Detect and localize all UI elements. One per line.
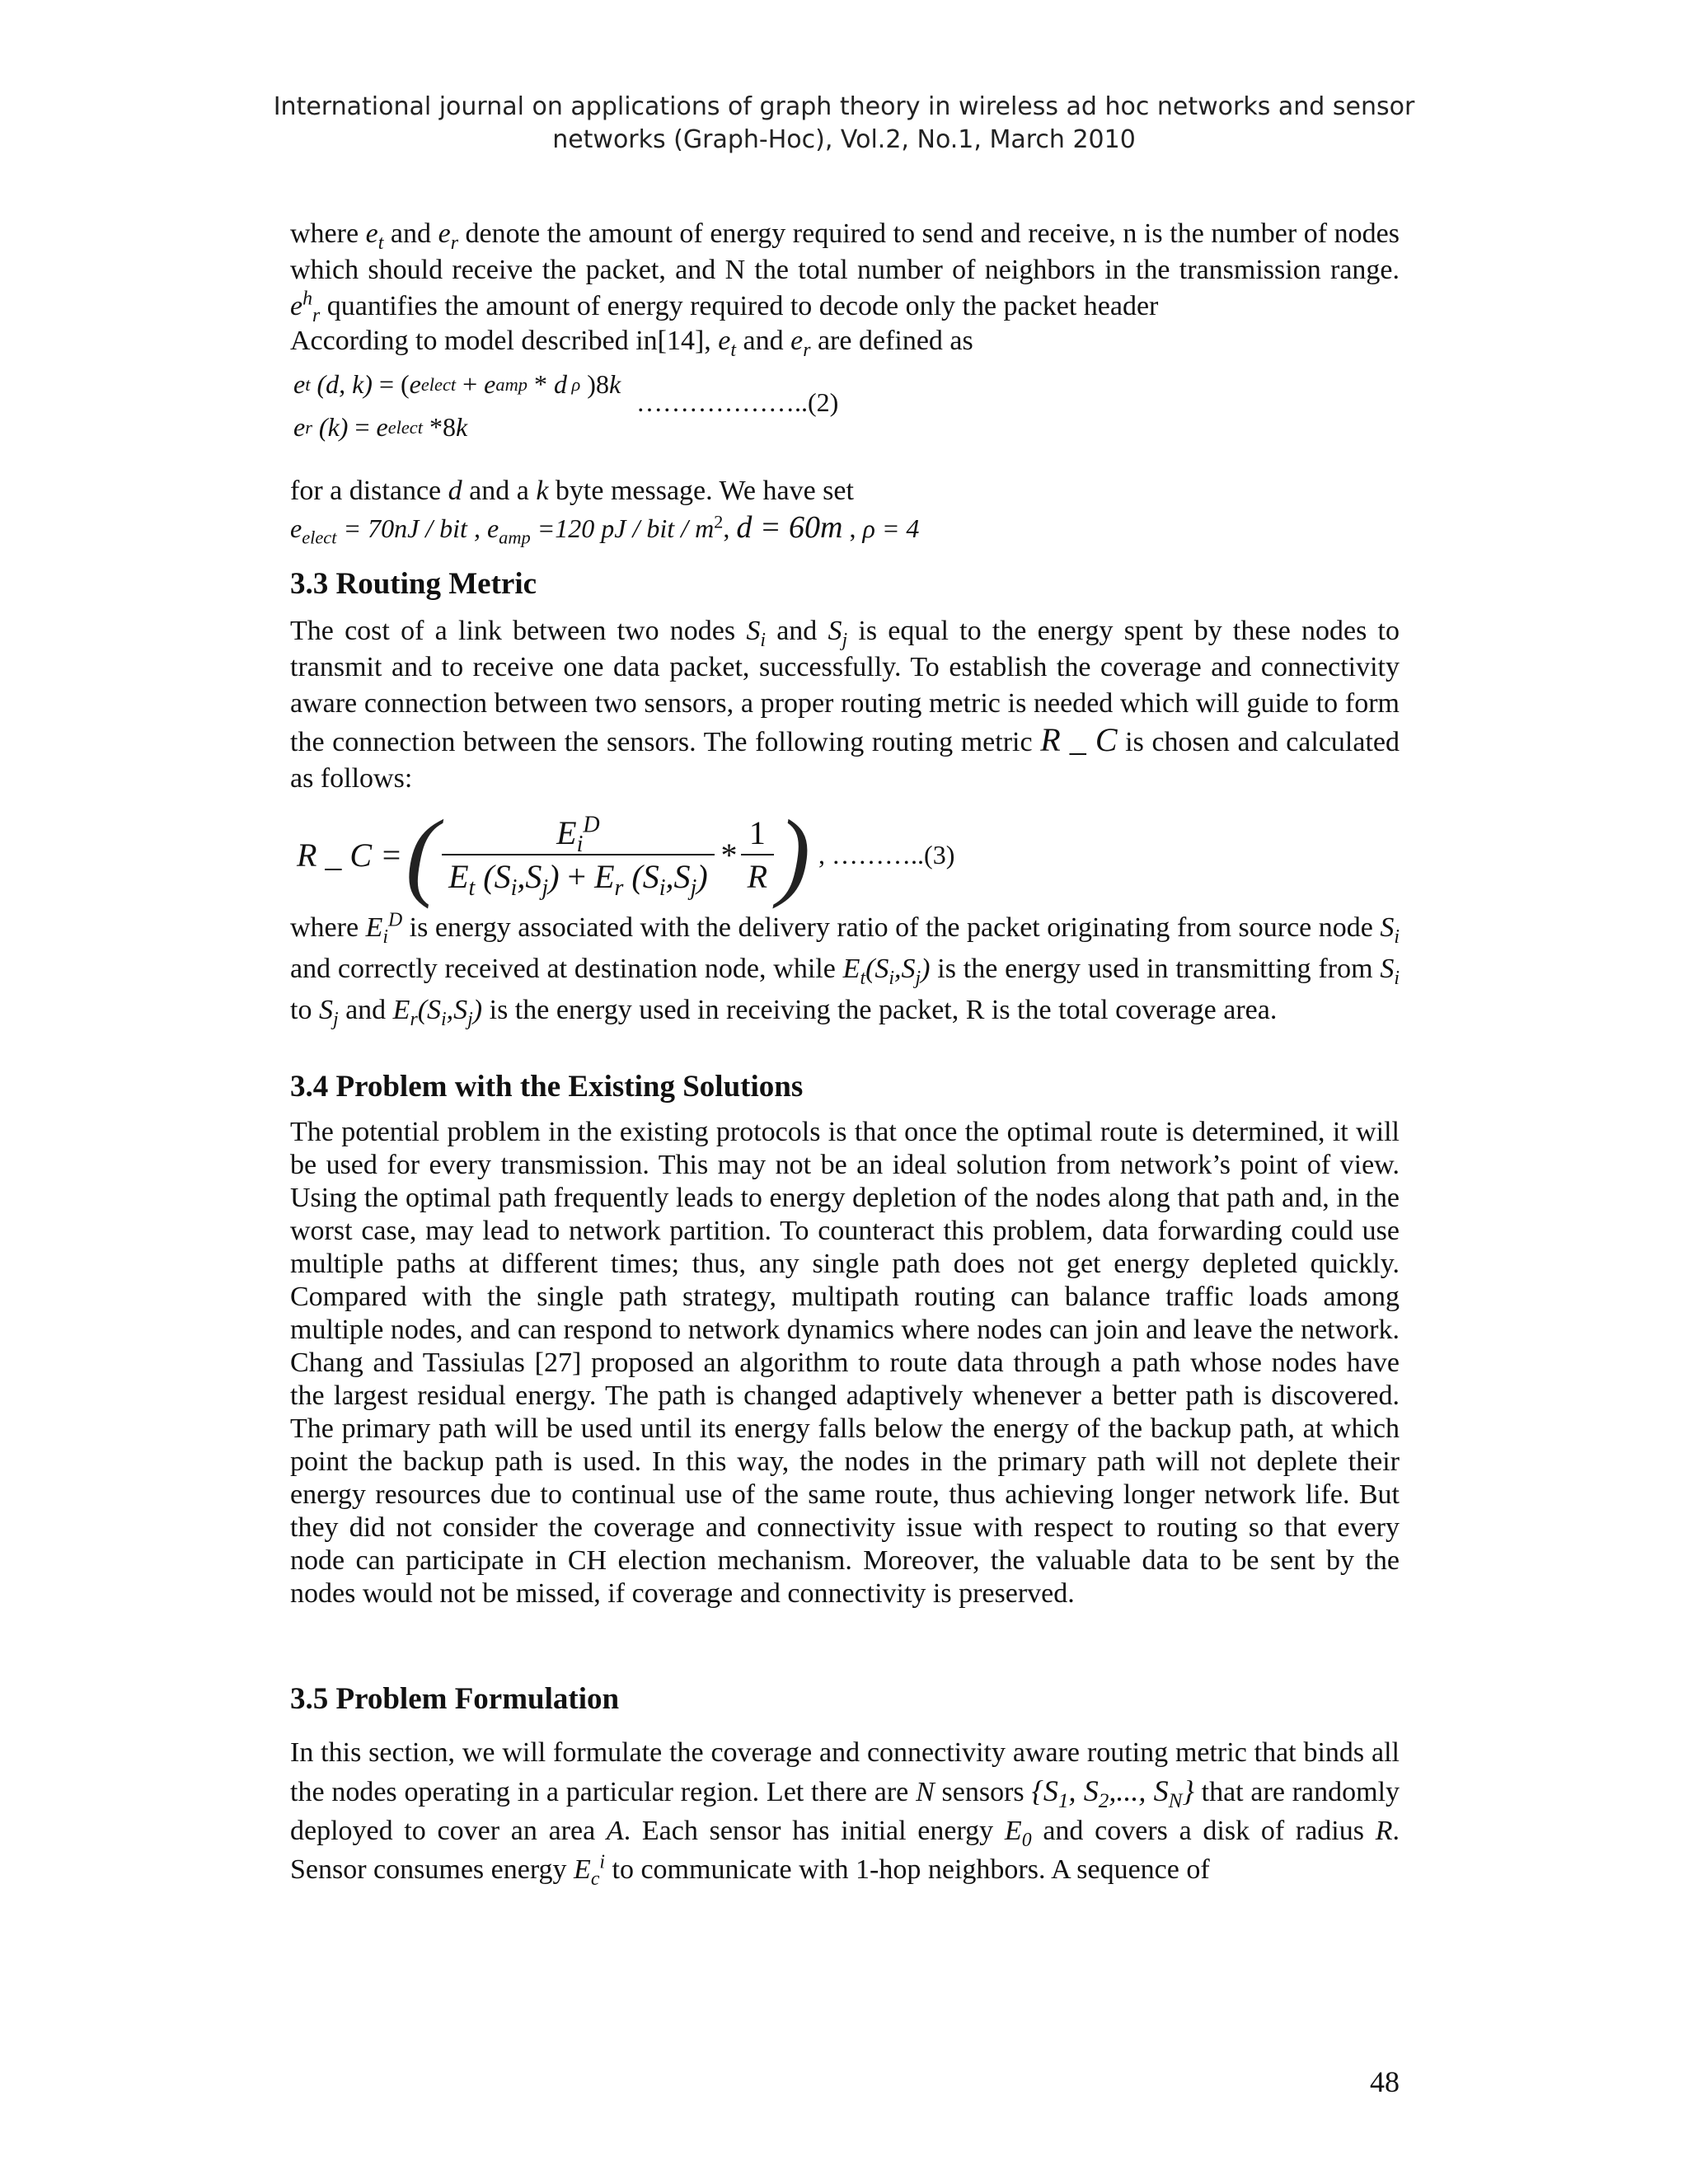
math-et: $e_t$ [365, 218, 384, 254]
equation-2-line-2: e r (k) = e elect *8 k [293, 412, 468, 442]
left-paren: ( [406, 799, 439, 909]
paragraph-metric-explanation: where $E_i^D$ is energy associated with the delivery ratio of the packet originating from source node $S_i$ and correctly received at destination node, while $E_t(S_i,S_j)$ is the energy used in transmitting from $S_i$ to $S_j$ and $E_r(S_i,S_j)$ is the energy used in receiving the packet, R is the total coverage area. [290, 909, 1400, 1030]
section-3-5-title: 3.5 Problem Formulation [290, 1682, 620, 1716]
equation-2-line-1: e t (d, k) = ( e elect + e amp * d ρ )8 k [293, 369, 621, 399]
paragraph-energy-definitions: where $e_t$ and $e_r$ denote the amount of energy required to send and receive, n is the number of nodes which should receive the packet, and N the total number of neighbors in the transmission range. $e^h_r$ quantifies the amount of energy required to decode only the packet header [290, 218, 1400, 326]
math-er: $e_r$ [438, 218, 458, 254]
equation-3-fraction-1: $\frac{E_i^D}{E_t (S_i,S_j) + E_r (S_i,S_j)}$ [442, 813, 715, 896]
journal-header-line-1: International journal on applications of graph theory in wireless ad hoc networks and sensor [273, 92, 1415, 121]
page-body [290, 216, 1400, 1889]
page-number: 48 [1370, 2065, 1400, 2098]
equation-2 [290, 369, 1400, 460]
paragraph-model-reference: According to model described in[14], $e_t$ and $e_r$ are defined as [290, 326, 973, 361]
equation-3: R _ C = ( $\frac{E_i^D}{E_t (S_i,S_j) + E_r (S_i,S_j)}$ * $\frac{1}{R}$ ) , ………..(3) [297, 799, 955, 909]
paragraph-distance: for a distance d and a k byte message. We have set [290, 476, 854, 506]
math-ehr: $e^h_r$ [290, 288, 321, 326]
section-3-3-title: 3.3 Routing Metric [290, 567, 537, 601]
paragraph-existing-solutions: The potential problem in the existing protocols is that once the optimal route is determined, it will be used for every transmission. This may not be an ideal solution from network’s point of view. Using the optimal path frequently leads to energy depletion of the nodes along that path and, in the worst case, may lead to network partition. To counteract this problem, data forwarding could use multiple paths at different times; thus, any single path does not get energy depleted quickly. Compared with the single path strategy, multipath routing can balance traffic loads among multiple nodes, and can respond to network dynamics where nodes can join and leave the network. Chang and Tassiulas [27] proposed an algorithm to route data through a path whose nodes have the largest residual energy. The path is changed adaptively whenever a better path is discovered. The primary path will be used until its energy falls below the energy of the backup path, at which point the backup path is used. In this way, the nodes in the primary path will not deplete their energy resources due to continual use of the same route, thus achieving longer network life. But they did not consider the coverage and connectivity issue with respect to routing so that every node can participate in CH election mechanism. Moreover, the valuable data to be sent by the nodes would not be missed, if coverage and connectivity is preserved. [290, 1117, 1400, 1609]
journal-header-line-2: networks (Graph-Hoc), Vol.2, No.1, March 2010 [552, 125, 1136, 154]
right-paren: ) [777, 799, 811, 909]
equation-2-number: ………………..(2) [636, 387, 839, 417]
equation-3-fraction-2: $\frac{1}{R}$ [741, 813, 774, 896]
paragraph-routing-metric: The cost of a link between two nodes $S_i$ and $S_j$ is equal to the energy spent by these nodes to transmit and to receive one data packet, successfully. To establish the coverage and connectivity aware connection between two sensors, a proper routing metric is needed which will guide to form the connection between the sensors. The following routing metric R _ C is chosen and calculated as follows: [290, 616, 1400, 794]
journal-header [206, 91, 1482, 157]
paragraph-problem-formulation: In this section, we will formulate the coverage and connectivity aware routing metric that binds all the nodes operating in a particular region. Let there are N sensors {$S_1$, $S_2$,..., $S_N$} that are randomly deployed to cover an area A. Each sensor has initial energy $E_0$ and covers a disk of radius R. Sensor consumes energy $E_c^i$ to communicate with 1-hop neighbors. A sequence of [290, 1737, 1400, 1890]
parameter-settings: $e_{elect} = 70nJ$ / bit , $e_{amp} =120$ pJ / bit / $m^2$, d = 60m , ρ = 4 [290, 510, 920, 548]
section-3-4-title: 3.4 Problem with the Existing Solutions [290, 1070, 804, 1104]
